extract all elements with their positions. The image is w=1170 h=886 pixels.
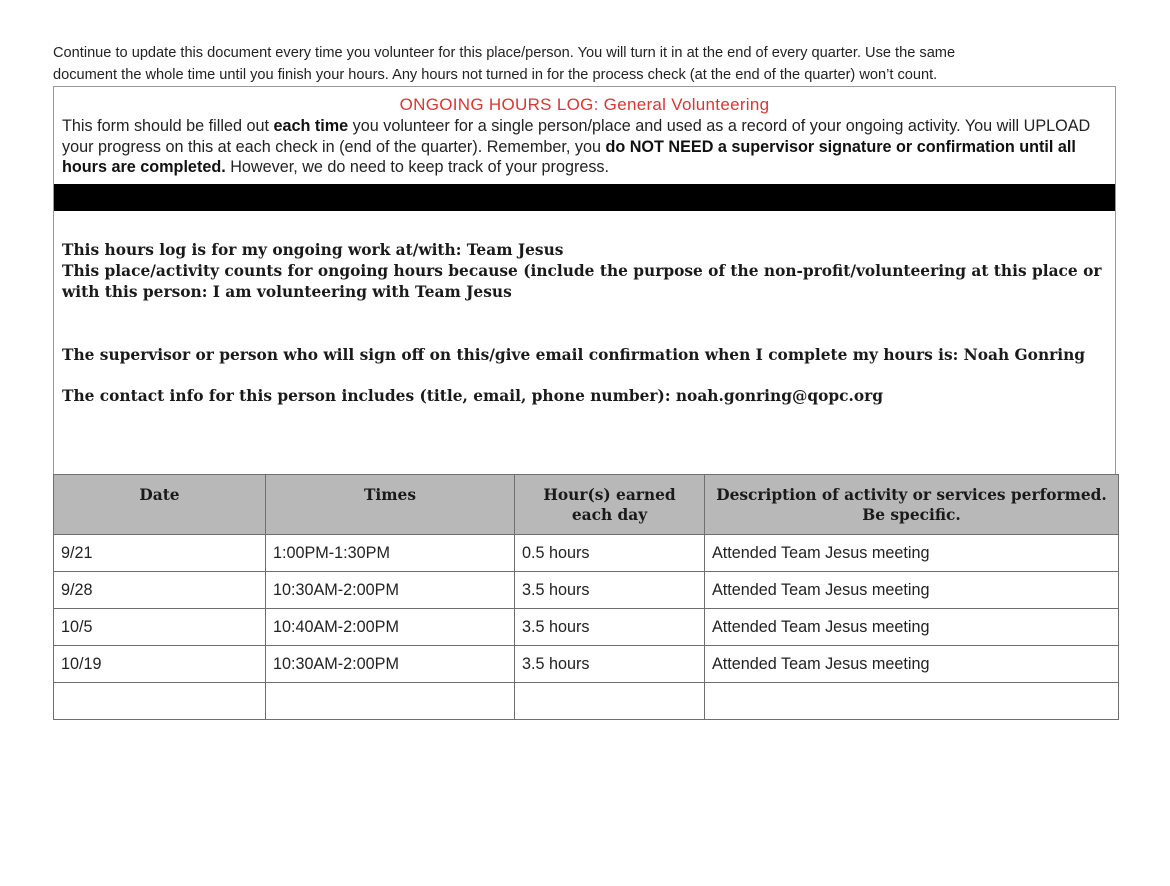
placement-name: This hours log is for my ongoing work at/with: Team Jesus [62, 241, 564, 259]
placement-purpose: This place/activity counts for ongoing hours because (include the purpose of the non-profit/volunteering at this place or with this person: I am volunteering with Team Jesus [62, 262, 1102, 301]
table-row [54, 609, 1119, 646]
instructions-line-2: document the whole time until you finish your hours. Any hours not turned in for the process check (at the end of the quarter) won’t count. [53, 67, 938, 83]
form-desc-bold-1: each time [273, 117, 349, 135]
instructions-line-1: Continue to update this document every time you volunteer for this place/person. You will turn it in at the end of every quarter. Use the same [53, 45, 956, 61]
cell-description[interactable]: Attended Team Jesus meeting [705, 535, 1119, 572]
cell-description[interactable]: Attended Team Jesus meeting [705, 646, 1119, 683]
placement-info [54, 211, 1115, 475]
supervisor-contact: The contact info for this person includes (title, email, phone number): noah.gonring@qopc.org [62, 387, 884, 405]
cell-date[interactable] [54, 683, 266, 720]
header-description: Description of activity or services performed. Be specific. [705, 475, 1119, 535]
cell-times[interactable]: 10:30AM-2:00PM [266, 572, 515, 609]
cell-times[interactable]: 10:40AM-2:00PM [266, 609, 515, 646]
form-description [62, 116, 1107, 178]
header-times: Times [266, 475, 515, 535]
table-row-empty [54, 683, 1119, 720]
form-header [54, 87, 1115, 184]
supervisor-name: The supervisor or person who will sign off on this/give email confirmation when I complete my hours is: Noah Gonring [62, 346, 1086, 364]
cell-hours[interactable]: 3.5 hours [515, 646, 705, 683]
form-desc-part-3: However, we do need to keep track of your progress. [225, 158, 610, 176]
form-desc-bold-2: do NOT NEED a supervisor signature or confirmation until all hours are completed. [62, 137, 1076, 176]
section-divider-bar [54, 184, 1115, 211]
hours-log-table [53, 474, 1119, 720]
header-date: Date [54, 475, 266, 535]
cell-description[interactable]: Attended Team Jesus meeting [705, 609, 1119, 646]
cell-times[interactable]: 10:30AM-2:00PM [266, 646, 515, 683]
cell-times[interactable] [266, 683, 515, 720]
form-title: ONGOING HOURS LOG: General Volunteering [399, 95, 770, 114]
cell-hours[interactable]: 3.5 hours [515, 572, 705, 609]
hours-log-form [53, 86, 1116, 475]
cell-description[interactable]: Attended Team Jesus meeting [705, 572, 1119, 609]
table-row [54, 572, 1119, 609]
cell-hours[interactable] [515, 683, 705, 720]
cell-hours[interactable]: 0.5 hours [515, 535, 705, 572]
cell-hours[interactable]: 3.5 hours [515, 609, 705, 646]
header-hours: Hour(s) earned each day [515, 475, 705, 535]
cell-date[interactable]: 10/5 [54, 609, 266, 646]
instructions-paragraph [53, 42, 1123, 86]
table-header-row [54, 475, 1119, 535]
table-row [54, 646, 1119, 683]
cell-date[interactable]: 10/19 [54, 646, 266, 683]
cell-date[interactable]: 9/21 [54, 535, 266, 572]
form-desc-part-2: you volunteer for a single person/place and used as a record of your ongoing activity. You will UPLOAD your progress on this at each check in (end of the quarter). Remember, you [62, 117, 1091, 156]
table-row [54, 535, 1119, 572]
cell-times[interactable]: 1:00PM-1:30PM [266, 535, 515, 572]
cell-date[interactable]: 9/28 [54, 572, 266, 609]
form-desc-part-1: This form should be filled out [62, 117, 274, 135]
cell-description[interactable] [705, 683, 1119, 720]
